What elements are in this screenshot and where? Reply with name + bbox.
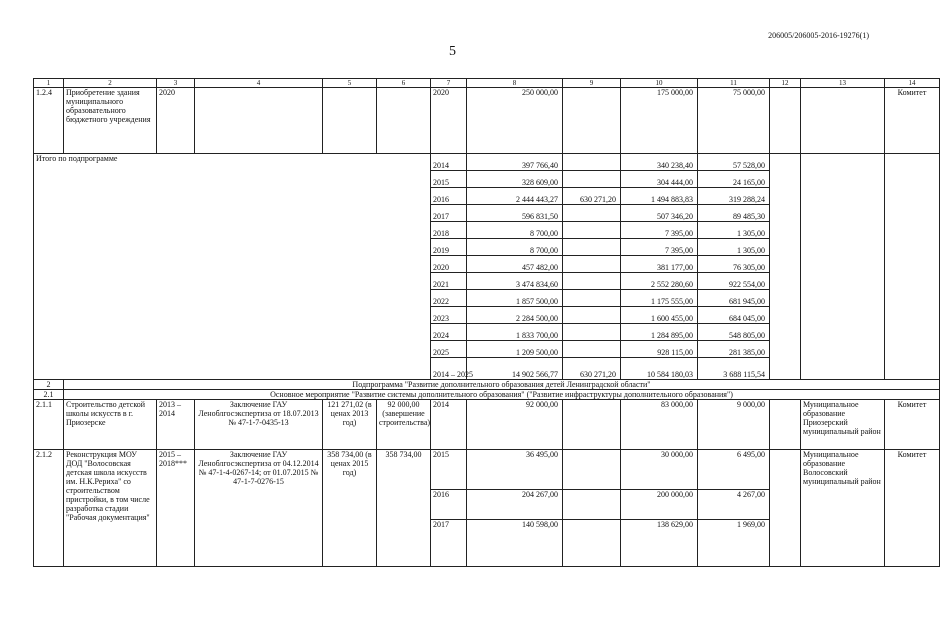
subtotal-c10: 340 238,40 xyxy=(621,154,698,171)
subtotal-c11: 24 165,00 xyxy=(698,171,770,188)
section-number: 2 xyxy=(34,380,64,390)
item-total: 92 000,00 xyxy=(467,400,563,450)
column-number: 14 xyxy=(885,79,940,88)
item-c11: 1 969,00 xyxy=(698,520,770,567)
column-number: 13 xyxy=(801,79,885,88)
item-year: 2016 xyxy=(431,490,467,520)
item-total: 250 000,00 xyxy=(467,88,563,154)
column-number: 11 xyxy=(698,79,770,88)
subtotal-year: 2015 xyxy=(431,171,467,188)
column-number: 9 xyxy=(563,79,621,88)
subtotal-total: 14 902 566,77 xyxy=(467,358,563,380)
item-total: 36 495,00 xyxy=(467,450,563,490)
subtotal-c12 xyxy=(770,154,801,380)
subtotal-c11: 548 805,00 xyxy=(698,324,770,341)
column-number-row xyxy=(34,79,940,88)
subtotal-total: 1 857 500,00 xyxy=(467,290,563,307)
item-name: Реконструкция МОУ ДОД "Волосовская детская школа искусств им. Н.К.Рериха" со строительством пристройки, в том числе разработка стадии "Рабочая документация" xyxy=(64,450,157,567)
item-year: 2015 xyxy=(431,450,467,490)
item-name: Приобретение здания муниципального образовательного бюджетного учреждения xyxy=(64,88,157,154)
column-number: 7 xyxy=(431,79,467,88)
item-c10: 138 629,00 xyxy=(621,520,698,567)
item-c10: 200 000,00 xyxy=(621,490,698,520)
subtotal-c11: 3 688 115,54 xyxy=(698,358,770,380)
item-name: Строительство детской школы искусств в г. Приозерске xyxy=(64,400,157,450)
subtotal-c9 xyxy=(563,273,621,290)
subtotal-c9 xyxy=(563,307,621,324)
subtotal-total: 397 766,40 xyxy=(467,154,563,171)
subtotal-c9 xyxy=(563,290,621,307)
column-number: 12 xyxy=(770,79,801,88)
subtotal-c10: 1 494 883,83 xyxy=(621,188,698,205)
item-c12 xyxy=(770,88,801,154)
table-row xyxy=(34,400,940,450)
subtotal-total: 8 700,00 xyxy=(467,222,563,239)
table-body xyxy=(34,79,940,567)
subtotal-c9: 630 271,20 xyxy=(563,188,621,205)
item-total: 204 267,00 xyxy=(467,490,563,520)
item-cost: 358 734,00 (в ценах 2015 год) xyxy=(323,450,377,567)
item-period: 2013 – 2014 xyxy=(157,400,195,450)
item-expertise xyxy=(195,88,323,154)
subtotal-c9: 630 271,20 xyxy=(563,358,621,380)
subtotal-total: 328 609,00 xyxy=(467,171,563,188)
section-number: 2.1 xyxy=(34,390,64,400)
column-number: 6 xyxy=(377,79,431,88)
column-number: 2 xyxy=(64,79,157,88)
subtotal-total: 3 474 834,60 xyxy=(467,273,563,290)
item-done: 358 734,00 xyxy=(377,450,431,567)
subtotal-year: 2020 xyxy=(431,256,467,273)
subtotal-c11: 922 554,00 xyxy=(698,273,770,290)
subtotal-c9 xyxy=(563,205,621,222)
subtotal-c11: 57 528,00 xyxy=(698,154,770,171)
item-municipality: Муниципальное образование Приозерский муниципальный район xyxy=(801,400,885,450)
subtotal-c11: 281 385,00 xyxy=(698,341,770,358)
subtotal-year: 2019 xyxy=(431,239,467,256)
subtotal-c10: 7 395,00 xyxy=(621,239,698,256)
item-c9 xyxy=(563,450,621,490)
column-number: 10 xyxy=(621,79,698,88)
item-executor: Комитет xyxy=(885,88,940,154)
item-executor: Комитет xyxy=(885,450,940,567)
item-municipality: Муниципальное образование Волосовский муниципальный район xyxy=(801,450,885,567)
subtotal-year: 2017 xyxy=(431,205,467,222)
subtotal-total: 2 284 500,00 xyxy=(467,307,563,324)
subtotal-c9 xyxy=(563,324,621,341)
subtotal-total: 1 209 500,00 xyxy=(467,341,563,358)
subtotal-c10: 1 600 455,00 xyxy=(621,307,698,324)
subtotal-c10: 1 284 895,00 xyxy=(621,324,698,341)
table-row xyxy=(34,450,940,490)
item-executor: Комитет xyxy=(885,400,940,450)
document-id: 206005/206005-2016-19276(1) xyxy=(768,31,869,40)
item-c11: 9 000,00 xyxy=(698,400,770,450)
item-c12 xyxy=(770,450,801,567)
subtotal-c9 xyxy=(563,222,621,239)
program-table xyxy=(33,78,940,567)
item-c9 xyxy=(563,88,621,154)
subtotal-year: 2022 xyxy=(431,290,467,307)
subtotal-row xyxy=(34,154,940,171)
item-c10: 175 000,00 xyxy=(621,88,698,154)
item-cost xyxy=(323,88,377,154)
subtotal-c11: 319 288,24 xyxy=(698,188,770,205)
subtotal-c10: 1 175 555,00 xyxy=(621,290,698,307)
subtotal-c10: 507 346,20 xyxy=(621,205,698,222)
item-period: 2020 xyxy=(157,88,195,154)
subtotal-total: 596 831,50 xyxy=(467,205,563,222)
subtotal-year: 2014 – 2025 xyxy=(431,358,467,380)
item-municipality xyxy=(801,88,885,154)
table-row xyxy=(34,88,940,154)
item-year: 2020 xyxy=(431,88,467,154)
subtotal-total: 2 444 443,27 xyxy=(467,188,563,205)
item-c9 xyxy=(563,400,621,450)
subtotal-c11: 681 945,00 xyxy=(698,290,770,307)
item-done: 92 000,00 (завершение строительства) xyxy=(377,400,431,450)
item-c10: 30 000,00 xyxy=(621,450,698,490)
subtotal-total: 1 833 700,00 xyxy=(467,324,563,341)
subtotal-year: 2024 xyxy=(431,324,467,341)
item-year: 2014 xyxy=(431,400,467,450)
column-number: 8 xyxy=(467,79,563,88)
subtotal-c9 xyxy=(563,154,621,171)
subtotal-c9 xyxy=(563,256,621,273)
subtotal-c9 xyxy=(563,341,621,358)
subtotal-year: 2014 xyxy=(431,154,467,171)
subtotal-year: 2023 xyxy=(431,307,467,324)
subtotal-c9 xyxy=(563,171,621,188)
section-title: Подпрограмма "Развитие дополнительного образования детей Ленинградской области" xyxy=(64,380,940,390)
item-number: 1.2.4 xyxy=(34,88,64,154)
subtotal-c10: 7 395,00 xyxy=(621,222,698,239)
item-period: 2015 – 2018*** xyxy=(157,450,195,567)
subtotal-c11: 76 305,00 xyxy=(698,256,770,273)
section-row xyxy=(34,390,940,400)
subtotal-c13 xyxy=(801,154,885,380)
subtotal-label: Итого по подпрограмме xyxy=(34,154,431,380)
subtotal-c11: 1 305,00 xyxy=(698,239,770,256)
item-c9 xyxy=(563,490,621,520)
column-number: 1 xyxy=(34,79,64,88)
subtotal-c11: 1 305,00 xyxy=(698,222,770,239)
subtotal-c10: 10 584 180,03 xyxy=(621,358,698,380)
item-expertise: Заключение ГАУ Леноблгосэкспертиза от 18.07.2013 № 47-1-7-0435-13 xyxy=(195,400,323,450)
item-c11: 4 267,00 xyxy=(698,490,770,520)
item-cost: 121 271,02 (в ценах 2013 год) xyxy=(323,400,377,450)
subtotal-c9 xyxy=(563,239,621,256)
subtotal-c14 xyxy=(885,154,940,380)
subtotal-year: 2021 xyxy=(431,273,467,290)
column-number: 5 xyxy=(323,79,377,88)
page-number: 5 xyxy=(449,44,456,59)
item-done xyxy=(377,88,431,154)
subtotal-year: 2018 xyxy=(431,222,467,239)
item-c12 xyxy=(770,400,801,450)
section-row xyxy=(34,380,940,390)
item-number: 2.1.2 xyxy=(34,450,64,567)
item-c11: 6 495,00 xyxy=(698,450,770,490)
item-total: 140 598,00 xyxy=(467,520,563,567)
item-c11: 75 000,00 xyxy=(698,88,770,154)
subtotal-year: 2016 xyxy=(431,188,467,205)
subtotal-total: 8 700,00 xyxy=(467,239,563,256)
subtotal-year: 2025 xyxy=(431,341,467,358)
column-number: 3 xyxy=(157,79,195,88)
subtotal-c10: 2 552 280,60 xyxy=(621,273,698,290)
item-year: 2017 xyxy=(431,520,467,567)
column-number: 4 xyxy=(195,79,323,88)
item-c9 xyxy=(563,520,621,567)
item-c10: 83 000,00 xyxy=(621,400,698,450)
section-title: Основное мероприятие "Развитие системы дополнительного образования" ("Развитие инфраструктуры дополнительного образования") xyxy=(64,390,940,400)
item-number: 2.1.1 xyxy=(34,400,64,450)
item-expertise: Заключение ГАУ Леноблгосэкспертиза от 04.12.2014 № 47-1-4-0267-14; от 01.07.2015 № 47-1-7-0276-15 xyxy=(195,450,323,567)
subtotal-total: 457 482,00 xyxy=(467,256,563,273)
subtotal-c11: 89 485,30 xyxy=(698,205,770,222)
subtotal-c10: 381 177,00 xyxy=(621,256,698,273)
subtotal-c10: 304 444,00 xyxy=(621,171,698,188)
subtotal-c11: 684 045,00 xyxy=(698,307,770,324)
subtotal-c10: 928 115,00 xyxy=(621,341,698,358)
